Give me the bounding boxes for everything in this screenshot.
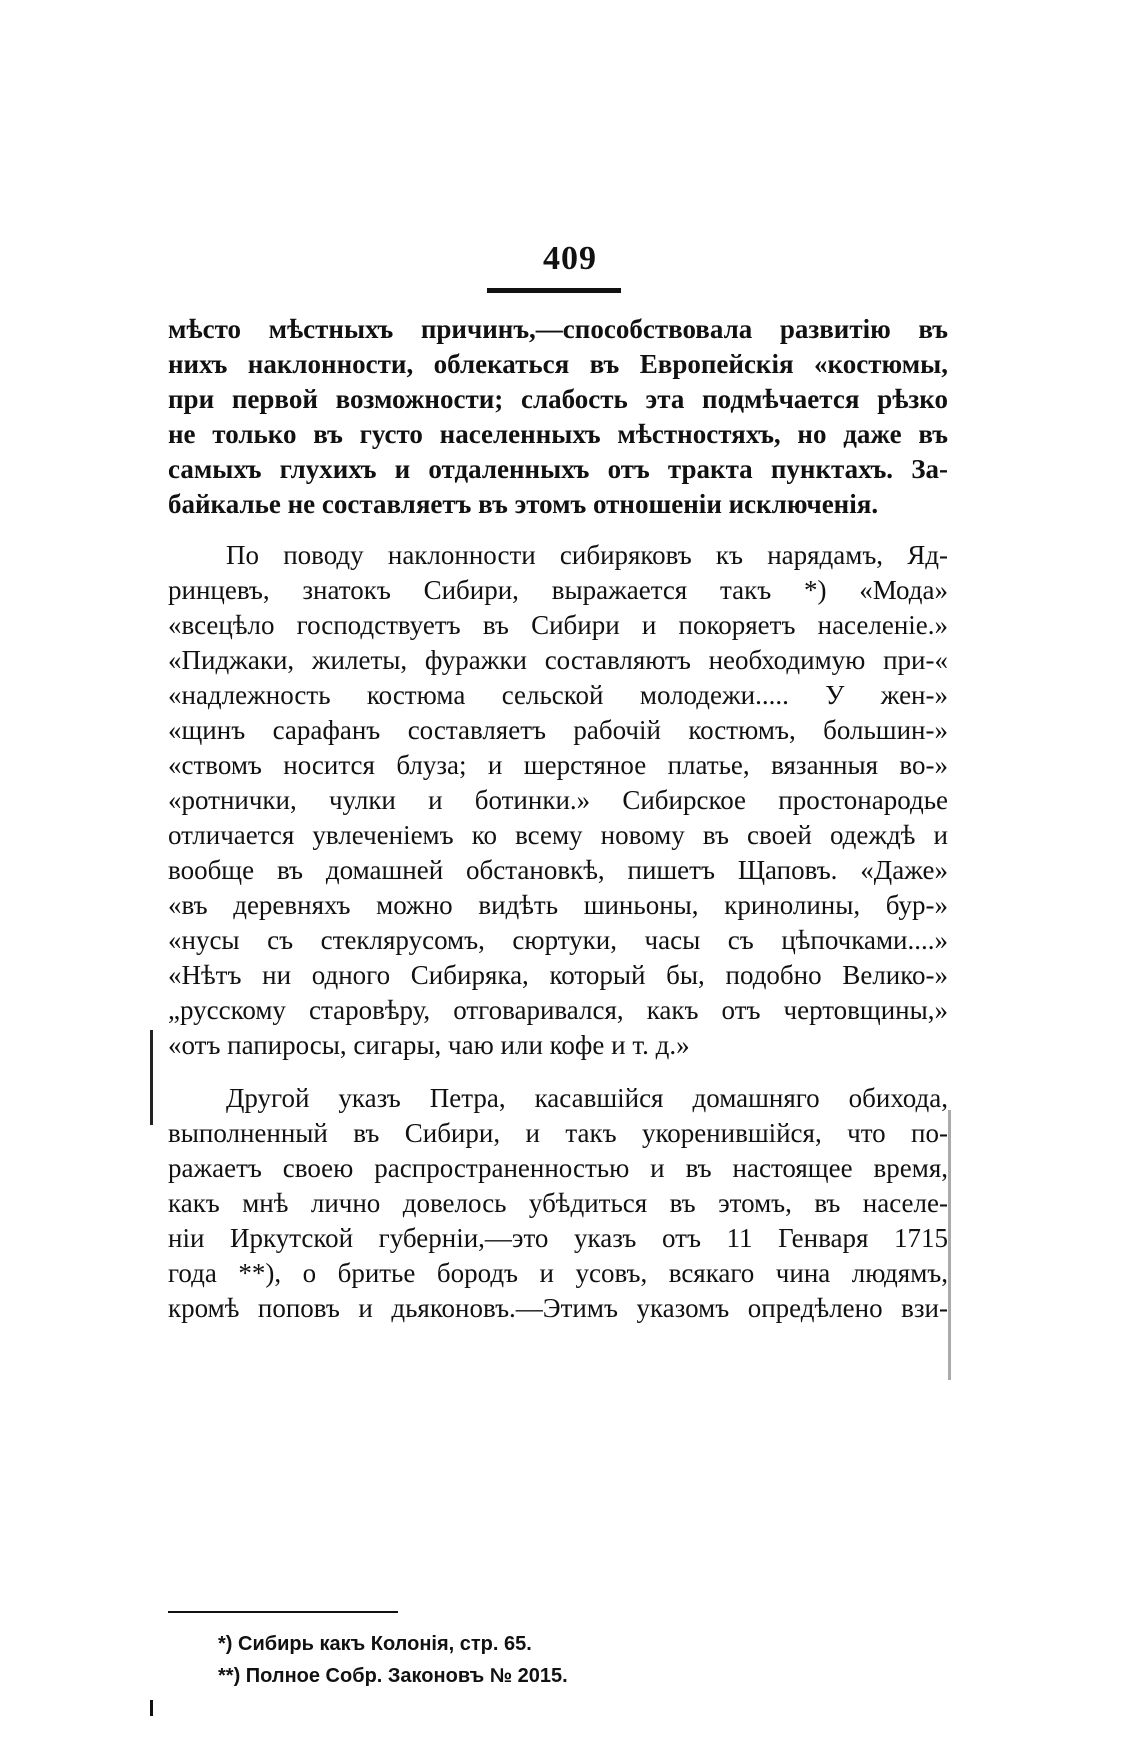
text-line: ніи Иркутской губерніи,—это указъ отъ 11 Генваря 1715 [168,1223,948,1253]
text-line: байкалье не составляетъ въ этомъ отношеніи исключенія. [168,489,879,519]
text-line: ражаетъ своею распространенностью и въ настоящее время, [168,1153,948,1183]
page-number-underline [487,288,621,293]
text-line: Другой указъ Петра, касавшійся домашняго обихода, [226,1083,948,1113]
body-text [168,312,948,1326]
footnote-2: **) Полное Собр. Законовъ № 2015. [218,1665,568,1687]
text-line: не только въ густо населенныхъ мѣстностяхъ, но даже въ [168,419,948,449]
text-line: самыхъ глухихъ и отдаленныхъ отъ тракта пунктахъ. За- [168,454,948,484]
text-line: «Пиджаки, жилеты, фуражки составляютъ необходимую при-« [168,645,948,675]
footnote-separator [168,1611,398,1613]
text-line: вообще въ домашней обстановкѣ, пишетъ Щаповъ. «Даже» [168,855,948,885]
text-line: нихъ наклонности, облекаться въ Европейскія «костюмы, [168,349,948,379]
text-line: „русскому старовѣру, отговаривался, какъ отъ чертовщины,» [168,995,948,1025]
text-line: «ствомъ носится блуза; и шерстяное платье, вязанныя во-» [168,750,948,780]
margin-mark [948,1110,951,1380]
text-line: «Нѣтъ ни одного Сибиряка, который бы, подобно Велико-» [168,960,948,990]
text-line: По поводу наклонности сибиряковъ къ нарядамъ, Яд- [226,540,948,570]
text-line: ринцевъ, знатокъ Сибири, выражается такъ *) «Мода» [168,575,948,605]
text-line: «нусы съ стеклярусомъ, сюртуки, часы съ цѣпочками....» [168,925,948,955]
text-line: «всецѣло господствуетъ въ Сибири и покоряетъ населеніе.» [168,610,948,640]
margin-mark [150,1700,153,1716]
footnote-1: *) Сибирь какъ Колонія, стр. 65. [218,1633,532,1655]
text-line: какъ мнѣ лично довелось убѣдиться въ этомъ, въ населе- [168,1188,948,1218]
text-line: «отъ папиросы, сигары, чаю или кофе и т. д.» [168,1030,690,1060]
text-line: «ротнички, чулки и ботинки.» Сибирское простонародье [168,785,948,815]
text-line: «щинъ сарафанъ составляетъ рабочій костюмъ, большин-» [168,715,948,745]
text-line: отличается увлеченіемъ ко всему новому въ своей одеждѣ и [168,820,948,850]
text-line: года **), о бритье бородъ и усовъ, всякаго чина людямъ, [168,1258,948,1288]
paragraph-continuation [168,312,948,522]
margin-mark [150,1030,153,1125]
text-line: «въ деревняхъ можно видѣть шиньоны, кринолины, бур-» [168,890,948,920]
page-number: 409 [543,240,597,277]
text-line: «надлежность костюма сельской молодежи..... У жен-» [168,680,948,710]
text-line: выполненный въ Сибири, и такъ укоренившійся, что по- [168,1118,948,1148]
text-line: мѣсто мѣстныхъ причинъ,—способствовала развитію въ [168,314,948,344]
paragraph-fashion [168,538,948,1063]
text-line: кромѣ поповъ и дьяконовъ.—Этимъ указомъ опредѣлено взи- [168,1293,948,1323]
footnotes [218,1628,738,1692]
text-line: при первой возможности; слабость эта подмѣчается рѣзко [168,384,948,414]
paragraph-beard-decree [168,1081,948,1326]
